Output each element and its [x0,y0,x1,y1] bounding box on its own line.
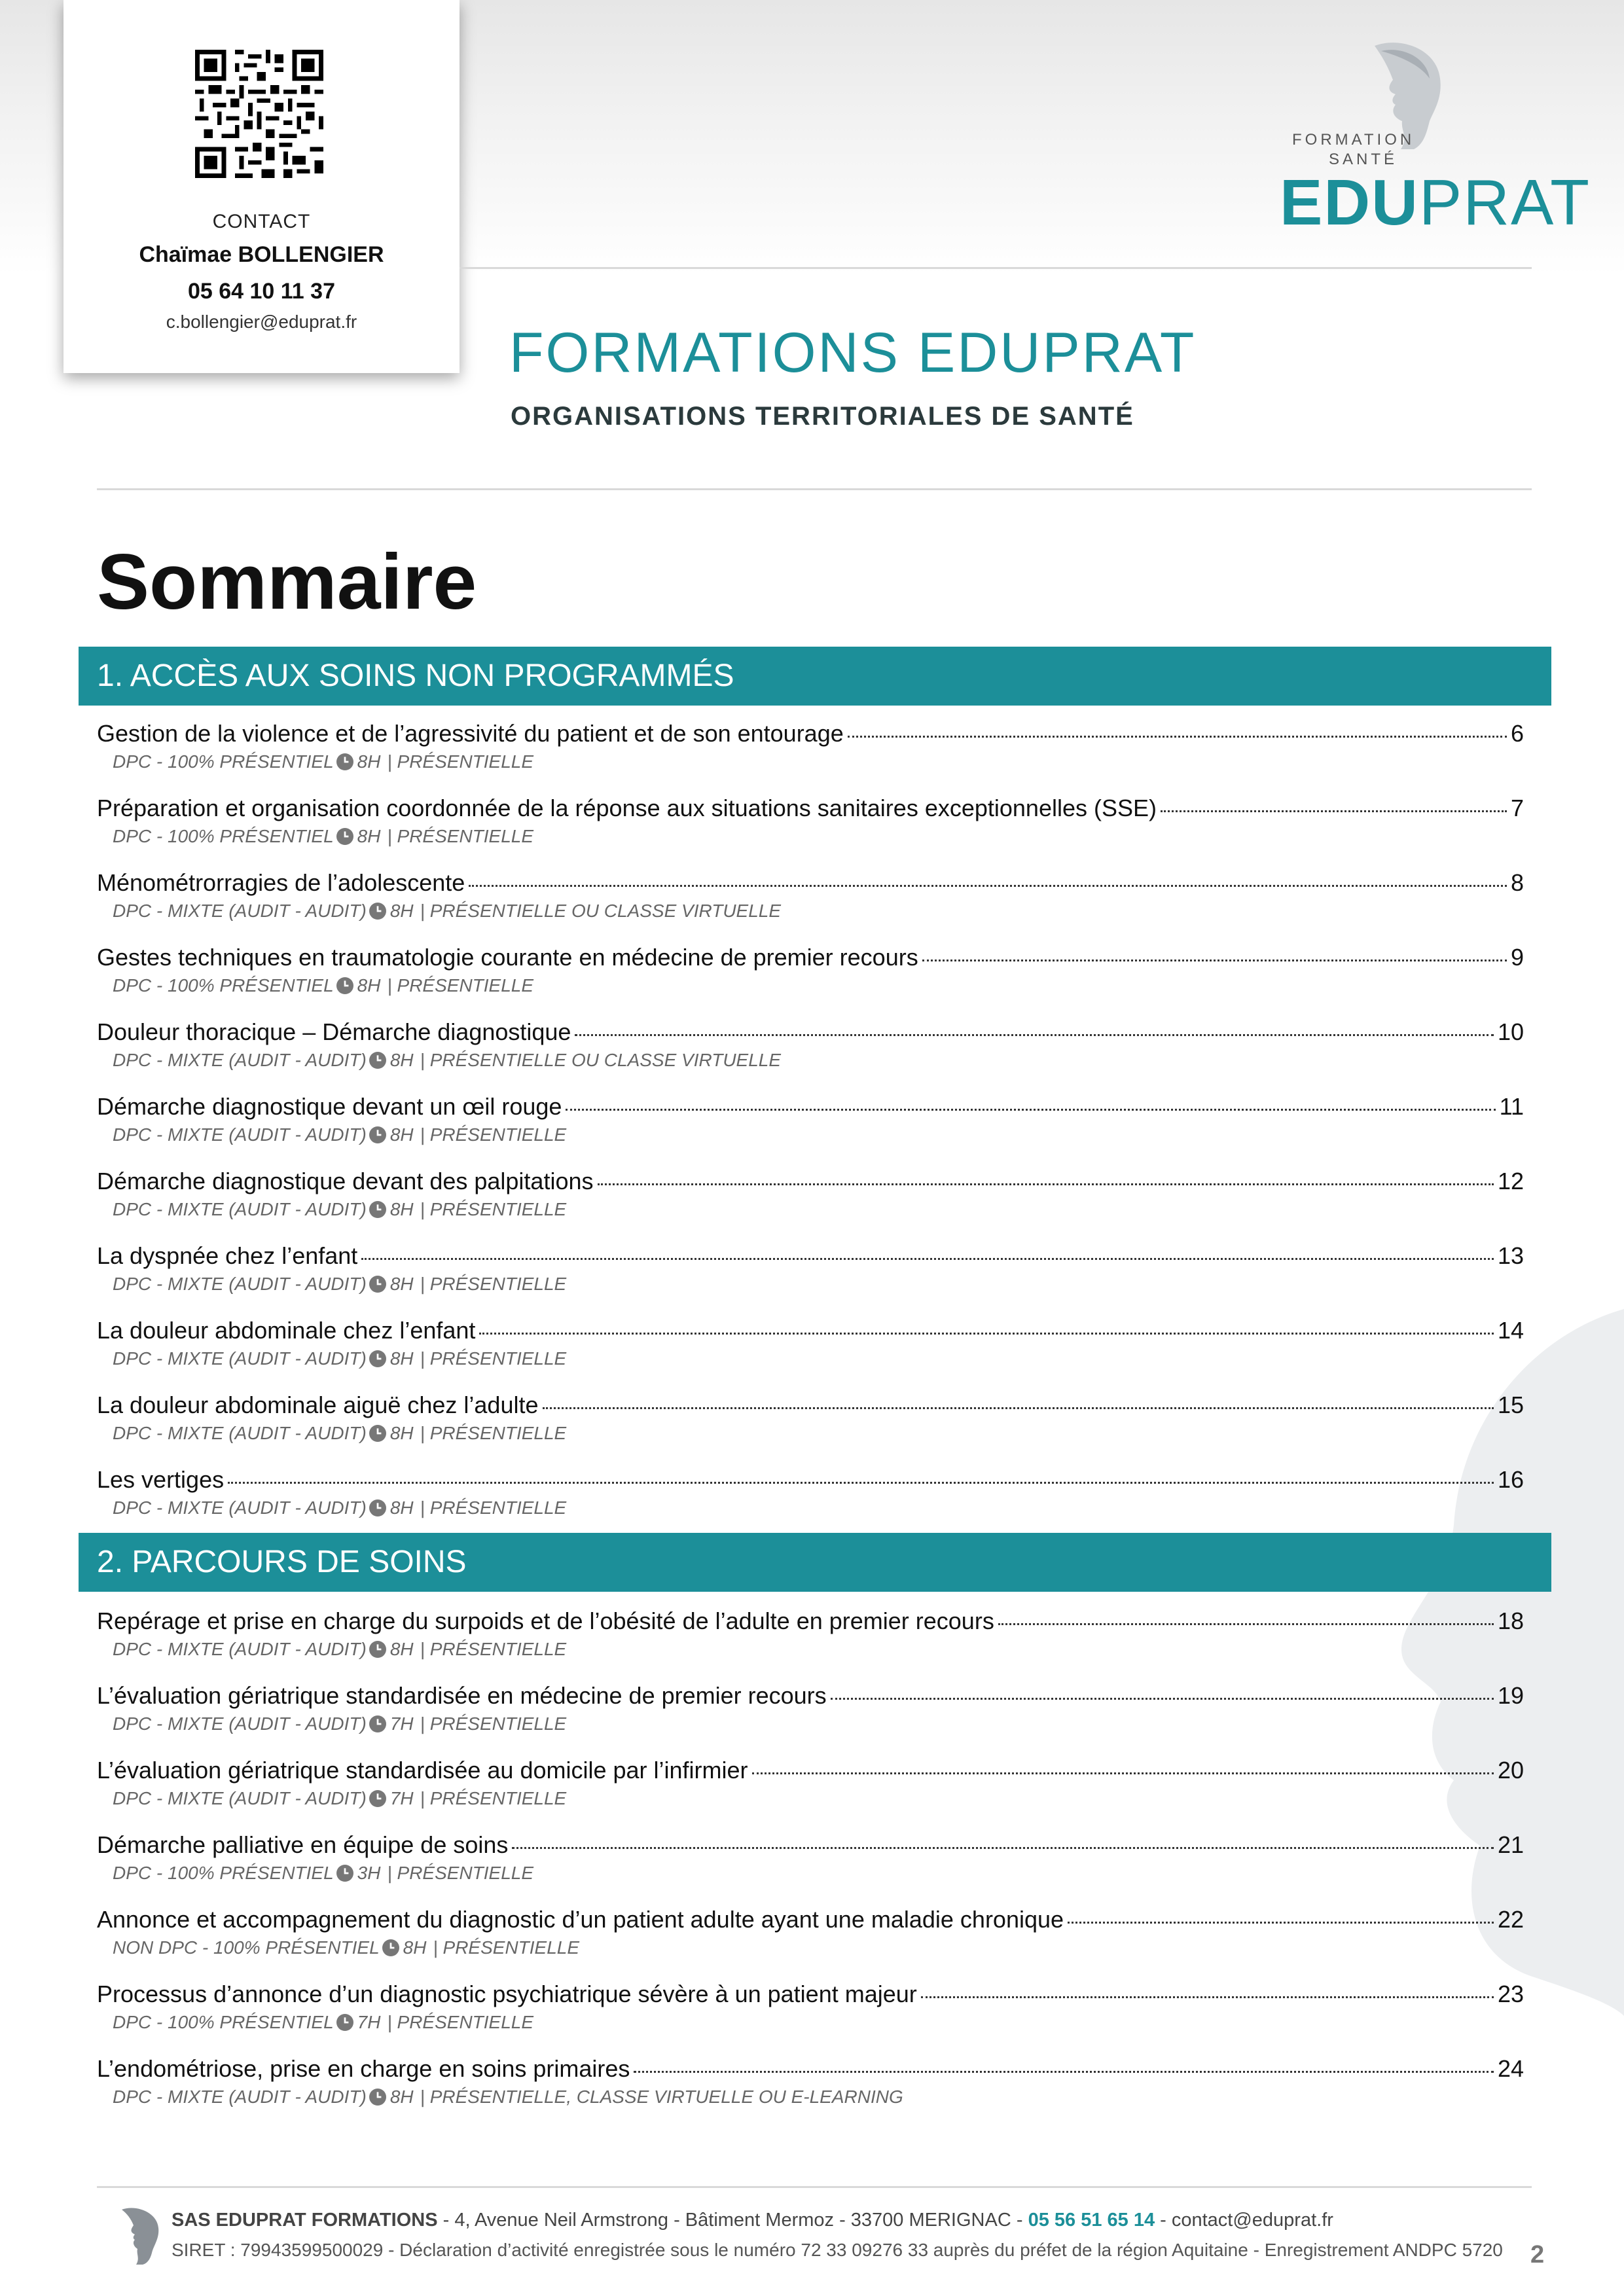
entry-title[interactable]: La douleur abdominale aiguë chez l’adulte [97,1391,539,1418]
entry-title[interactable]: Repérage et prise en charge du surpoids et de l’obésité de l’adulte en premier recours [97,1607,994,1634]
entry-title[interactable]: Annonce et accompagnement du diagnostic d’un patient adulte ayant une maladie chronique [97,1906,1064,1933]
entry-page-number: 15 [1497,1391,1524,1418]
entry-type: DPC - MIXTE (AUDIT - AUDIT) [113,1713,367,1734]
page-title: Sommaire [97,538,477,626]
clock-icon [336,828,353,845]
header-divider-bottom [97,488,1532,490]
entry-type: DPC - MIXTE (AUDIT - AUDIT) [113,1639,367,1659]
entry-duration: 8H [389,1199,414,1219]
entry-title[interactable]: Démarche palliative en équipe de soins [97,1831,509,1858]
entry-page-number: 7 [1510,795,1524,821]
entry-format: | PRÉSENTIELLE [420,1639,567,1659]
entry-type: DPC - MIXTE (AUDIT - AUDIT) [113,2087,367,2107]
clock-icon [336,1865,353,1882]
entry-type: DPC - MIXTE (AUDIT - AUDIT) [113,1199,367,1219]
entry-duration: 8H [389,1423,414,1443]
toc-entry[interactable] [97,1466,1524,1518]
entry-title[interactable]: Démarche diagnostique devant un œil rouge [97,1093,562,1120]
entry-format: | PRÉSENTIELLE [387,975,534,996]
entry-format: | PRÉSENTIELLE [387,826,534,846]
footer-company: SAS EDUPRAT FORMATIONS [171,2210,438,2231]
entry-format: | PRÉSENTIELLE [420,1348,567,1369]
entry-type: DPC - MIXTE (AUDIT - AUDIT) [113,1788,367,1808]
dot-leader [543,1407,1494,1409]
entry-page-number: 18 [1497,1607,1524,1634]
entry-type: DPC - MIXTE (AUDIT - AUDIT) [113,1423,367,1443]
entry-page-number: 20 [1497,1757,1524,1784]
entry-type: DPC - 100% PRÉSENTIEL [113,2012,334,2032]
dot-leader [228,1482,1494,1484]
entry-format: | PRÉSENTIELLE [420,1199,567,1219]
clock-icon [369,1425,386,1442]
dot-leader [634,2071,1494,2073]
entry-format: | PRÉSENTIELLE [387,1863,534,1883]
entry-title[interactable]: La dyspnée chez l’enfant [97,1242,358,1269]
clock-icon [369,1350,386,1367]
clock-icon [369,1499,386,1516]
entry-format: | PRÉSENTIELLE, CLASSE VIRTUELLE OU E-LEARNING [420,2087,903,2107]
footer-divider [97,2186,1532,2188]
entry-page-number: 8 [1510,869,1524,896]
entry-page-number: 24 [1497,2055,1524,2082]
entry-type: DPC - 100% PRÉSENTIEL [113,826,334,846]
clock-icon [369,1276,386,1293]
footer-profile-icon [117,2206,162,2265]
contact-email[interactable]: c.bollengier@eduprat.fr [166,312,357,332]
clock-icon [369,1641,386,1658]
dot-leader [831,1698,1494,1700]
entry-page-number: 6 [1510,720,1524,747]
entry-type: DPC - MIXTE (AUDIT - AUDIT) [113,1050,367,1070]
entry-title[interactable]: Douleur thoracique – Démarche diagnostique [97,1018,571,1045]
toc-entry[interactable] [97,1682,1524,1734]
entry-duration: 7H [389,1713,414,1734]
entry-type: DPC - MIXTE (AUDIT - AUDIT) [113,1124,367,1145]
dot-leader [598,1183,1494,1185]
entry-type: DPC - MIXTE (AUDIT - AUDIT) [113,1348,367,1369]
dot-leader [921,1996,1494,1998]
entry-page-number: 11 [1499,1093,1524,1120]
toc-entry[interactable] [97,1317,1524,1369]
clock-icon [369,1052,386,1069]
entry-type: DPC - MIXTE (AUDIT - AUDIT) [113,901,367,921]
toc-entry[interactable] [97,1981,1524,2033]
entry-type: NON DPC - 100% PRÉSENTIEL [113,1937,380,1958]
dot-leader [922,960,1507,961]
toc-entry[interactable] [97,1906,1524,1958]
toc-entry[interactable] [97,1607,1524,1660]
eduprat-logo [1270,39,1591,238]
section-header-2: 2. PARCOURS DE SOINS [79,1533,1551,1592]
entry-format: | PRÉSENTIELLE OU CLASSE VIRTUELLE [420,901,782,921]
toc-entry[interactable] [97,720,1524,772]
dot-leader [361,1258,1494,1260]
clock-icon [369,2089,386,2106]
header-subtitle: ORGANISATIONS TERRITORIALES DE SANTÉ [511,402,1134,431]
contact-label: CONTACT [212,211,311,232]
dot-leader [566,1109,1495,1111]
footer-phone[interactable]: 05 56 51 65 14 [1028,2210,1155,2231]
entry-title[interactable]: Ménométrorragies de l’adolescente [97,869,465,896]
dot-leader [512,1847,1494,1849]
footer-address-line [171,2210,1333,2231]
entry-format: | PRÉSENTIELLE [420,1498,567,1518]
clock-icon [336,753,353,770]
entry-duration: 8H [389,2087,414,2107]
entry-format: | PRÉSENTIELLE [420,1423,567,1443]
footer-email[interactable]: - contact@eduprat.fr [1155,2210,1333,2231]
toc-entry[interactable] [97,1168,1524,1220]
entry-title[interactable]: L’endométriose, prise en charge en soins primaires [97,2055,630,2082]
entry-page-number: 19 [1497,1682,1524,1709]
dot-leader [752,1772,1494,1774]
entry-duration: 8H [403,1937,427,1958]
clock-icon [369,1790,386,1807]
entry-duration: 8H [389,901,414,921]
clock-icon [336,2014,353,2031]
clock-icon [369,1715,386,1732]
dot-leader [848,736,1507,738]
dot-leader [479,1333,1494,1335]
logo-brand-light: PRAT [1418,166,1591,238]
toc-entry[interactable] [97,1018,1524,1071]
logo-text-formation: FORMATION [1292,131,1415,149]
toc-entry[interactable] [97,795,1524,847]
entry-page-number: 22 [1497,1906,1524,1933]
entry-duration: 8H [357,826,381,846]
entry-title[interactable]: L’évaluation gériatrique standardisée au domicile par l’infirmier [97,1757,748,1784]
entry-format: | PRÉSENTIELLE [420,1124,567,1145]
entry-format: | PRÉSENTIELLE [387,751,534,772]
entry-duration: 8H [389,1124,414,1145]
entry-duration: 8H [389,1498,414,1518]
logo-brand-bold: EDU [1280,166,1419,238]
clock-icon [382,1939,399,1956]
section-header-1: 1. ACCÈS AUX SOINS NON PROGRAMMÉS [79,647,1551,706]
entry-duration: 8H [389,1050,414,1070]
entry-type: DPC - MIXTE (AUDIT - AUDIT) [113,1274,367,1294]
logo-brand [1280,166,1591,238]
footer-legal: SIRET : 79943599500029 - Déclaration d’activité enregistrée sous le numéro 72 33 09276 33 auprès du préfet de la région Aquitaine - Enregistrement ANDPC 5720 [171,2240,1503,2260]
entry-format: | PRÉSENTIELLE [433,1937,580,1958]
entry-type: DPC - MIXTE (AUDIT - AUDIT) [113,1498,367,1518]
entry-title[interactable]: La douleur abdominale chez l’enfant [97,1317,476,1344]
entry-duration: 8H [357,975,381,996]
entry-duration: 7H [389,1788,414,1808]
logo-text-sante: SANTÉ [1329,151,1398,168]
toc-entry[interactable] [97,1242,1524,1295]
entry-page-number: 12 [1497,1168,1524,1194]
entry-title[interactable]: L’évaluation gériatrique standardisée en médecine de premier recours [97,1682,827,1709]
entry-page-number: 14 [1497,1317,1524,1344]
header-title: FORMATIONS EDUPRAT [509,321,1197,384]
header-divider-top [460,267,1532,269]
entry-page-number: 21 [1497,1831,1524,1858]
entry-title[interactable]: Les vertiges [97,1466,225,1493]
toc-entry[interactable] [97,1093,1524,1145]
dot-leader [469,885,1507,887]
entry-title[interactable]: Gestion de la violence et de l’agressivité du patient et de son entourage [97,720,844,747]
entry-format: | PRÉSENTIELLE [387,2012,534,2032]
entry-type: DPC - 100% PRÉSENTIEL [113,975,334,996]
toc-entry[interactable] [97,1831,1524,1884]
entry-format: | PRÉSENTIELLE [420,1274,567,1294]
dot-leader [1068,1922,1494,1924]
toc-entry[interactable] [97,2055,1524,2108]
entry-type: DPC - 100% PRÉSENTIEL [113,1863,334,1883]
entry-title[interactable]: Préparation et organisation coordonnée de la réponse aux situations sanitaires exceptionnelles (SSE) [97,795,1157,821]
toc-entry[interactable] [97,1391,1524,1444]
dot-leader [575,1034,1494,1036]
clock-icon [336,977,353,994]
entry-page-number: 23 [1497,1981,1524,2007]
toc-entry[interactable] [97,869,1524,922]
entry-format: | PRÉSENTIELLE [420,1788,567,1808]
entry-page-number: 13 [1497,1242,1524,1269]
dot-leader [998,1623,1494,1625]
footer-address: - 4, Avenue Neil Armstrong - Bâtiment Mermoz - 33700 MERIGNAC - [437,2210,1028,2231]
entry-type: DPC - 100% PRÉSENTIEL [113,751,334,772]
entry-duration: 3H [357,1863,381,1883]
clock-icon [369,903,386,920]
entry-duration: 7H [357,2012,381,2032]
contact-name: Chaïmae BOLLENGIER [139,242,384,267]
entry-duration: 8H [357,751,381,772]
entry-duration: 8H [389,1639,414,1659]
entry-duration: 8H [389,1348,414,1369]
entry-title[interactable]: Gestes techniques en traumatologie courante en médecine de premier recours [97,944,918,971]
entry-title[interactable]: Processus d’annonce d’un diagnostic psychiatrique sévère à un patient majeur [97,1981,917,2007]
entry-duration: 8H [389,1274,414,1294]
page-number: 2 [1530,2241,1545,2269]
toc-entry[interactable] [97,944,1524,996]
entry-page-number: 9 [1510,944,1524,971]
entry-format: | PRÉSENTIELLE OU CLASSE VIRTUELLE [420,1050,782,1070]
qr-code-icon[interactable] [195,50,323,178]
toc-entry[interactable] [97,1757,1524,1809]
dot-leader [1161,810,1507,812]
entry-page-number: 16 [1497,1466,1524,1493]
entry-title[interactable]: Démarche diagnostique devant des palpitations [97,1168,594,1194]
entry-format: | PRÉSENTIELLE [420,1713,567,1734]
clock-icon [369,1201,386,1218]
clock-icon [369,1126,386,1143]
contact-phone[interactable]: 05 64 10 11 37 [187,279,335,304]
contact-card [63,0,460,373]
entry-page-number: 10 [1497,1018,1524,1045]
